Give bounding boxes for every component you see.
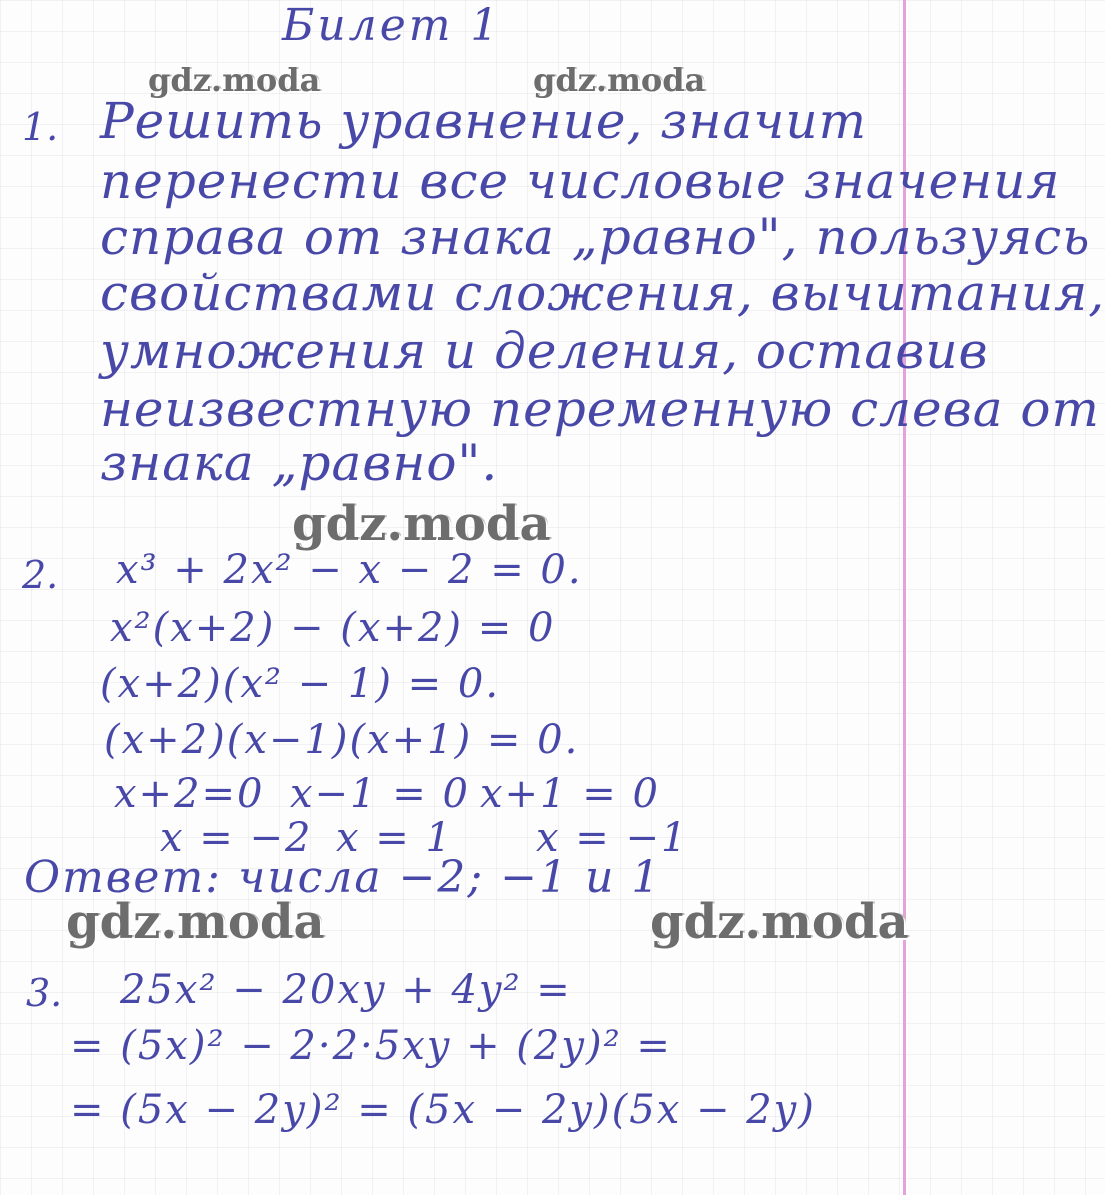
q2-root-2: x = 1: [336, 815, 453, 861]
q3-line-2: = (5x)² − 2·2·5xy + (2y)² =: [70, 1023, 672, 1069]
q2-line-3: (x+2)(x² − 1) = 0.: [100, 661, 501, 707]
q3-line-1: 25x² − 20xy + 4y² =: [120, 967, 572, 1013]
q2-case-2: x−1 = 0: [290, 771, 470, 817]
q3-line-3: = (5x − 2y)² = (5x − 2y)(5x − 2y): [70, 1087, 816, 1133]
q1-line-1: Решить уравнение, значит: [100, 92, 868, 150]
q2-root-3: x = −1: [536, 815, 689, 861]
q2-line-2: x²(x+2) − (x+2) = 0: [110, 605, 556, 651]
q2-line-1: x³ + 2x² − x − 2 = 0.: [116, 547, 583, 593]
q2-answer: Ответ: числа −2; −1 и 1: [24, 852, 662, 903]
q1-line-2: перенести все числовые значения: [100, 152, 1061, 210]
watermark-3: gdz.moda: [292, 496, 551, 552]
q2-number: 2.: [22, 553, 59, 597]
q1-line-3: справа от знака „равно", пользуясь: [100, 208, 1091, 266]
q2-line-4: (x+2)(x−1)(x+1) = 0.: [104, 717, 580, 763]
q2-case-1: x+2=0: [114, 771, 265, 817]
watermark-4: gdz.moda: [66, 894, 325, 950]
watermark-5: gdz.moda: [650, 894, 909, 950]
q1-number: 1.: [22, 105, 59, 149]
q2-root-1: x = −2: [160, 815, 313, 861]
q3-number: 3.: [26, 971, 63, 1015]
q1-line-5: умножения и деления, оставив: [100, 322, 989, 380]
q1-line-6: неизвестную переменную слева от: [100, 380, 1100, 438]
q1-line-7: знака „равно".: [100, 434, 499, 492]
watermark-1: gdz.moda: [148, 61, 321, 99]
q2-case-3: x+1 = 0: [480, 771, 660, 817]
q1-line-4: свойствами сложения, вычитания,: [100, 264, 1105, 322]
watermark-2: gdz.moda: [533, 61, 706, 99]
ticket-title: Билет 1: [282, 0, 502, 51]
